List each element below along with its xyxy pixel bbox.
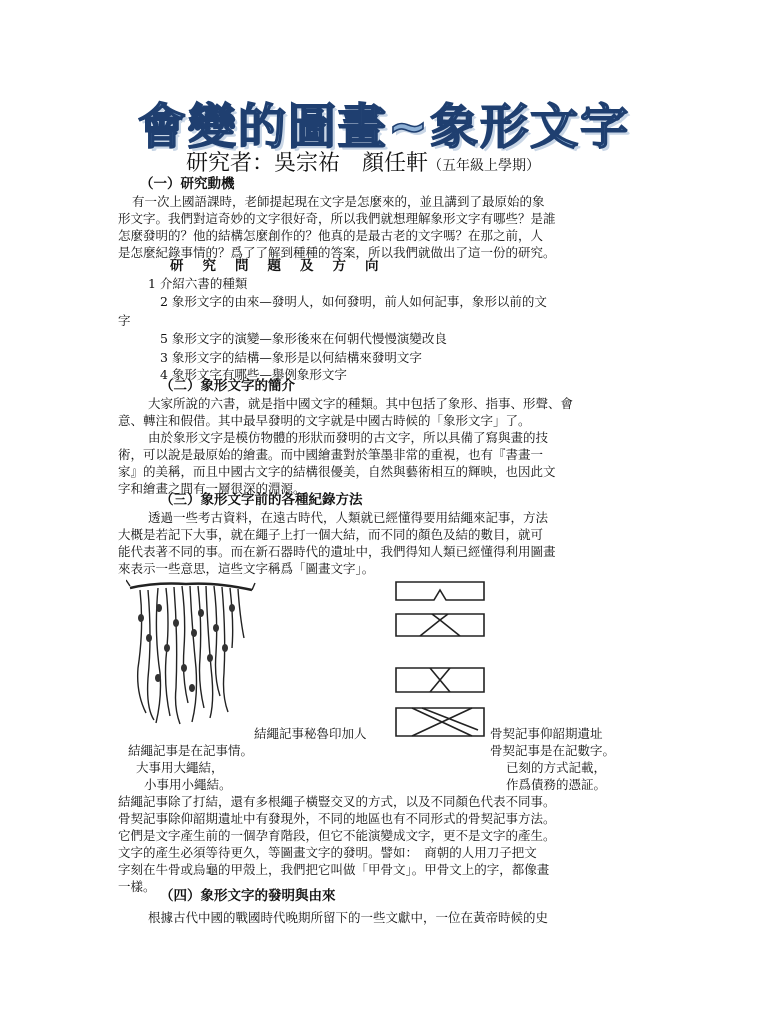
- grade-label: （五年級上學期）: [428, 158, 541, 174]
- section-motivation: [118, 176, 658, 261]
- paragraph-line: 骨契記事除仰韶期遺址中有發現外，不同的地區也有不同形式的骨契記事方法。: [118, 811, 556, 826]
- bone-tally-image: [392, 580, 488, 740]
- paragraph-line: 有一次上國語課時，老師提起現在文字是怎麼來的，並且講到了最原始的象: [132, 194, 545, 209]
- caption-bone-line: 已刻的方式記載，: [506, 760, 607, 775]
- research-item: 5 象形文字的演變—象形後來在何朝代慢慢演變改良: [160, 331, 447, 346]
- section-heading-motivation: （一）研究動機: [140, 176, 235, 192]
- section-intro: [118, 378, 658, 497]
- paragraph-line: 能代表著不同的事。而在新石器時代的遺址中，我們得知人類已經懂得利用圖畫: [118, 544, 556, 559]
- paragraph-line: 它們是文字產生前的一個孕育階段，但它不能演變成文字，更不是文字的產生。: [118, 828, 556, 843]
- paragraph-line: 由於象形文字是模仿物體的形狀而發明的古文字，所以具備了寫與畫的技: [148, 430, 549, 445]
- caption-knot-line: 大事用大繩結，: [136, 760, 224, 775]
- paragraph-line: 字刻在牛骨或烏龜的甲殼上，我們把它叫做「甲骨文」。甲骨文上的字，都像畫: [118, 862, 550, 877]
- paragraph-line: 一樣。: [118, 879, 156, 894]
- paragraph-line: 透過一些考古資料，在遠古時代，人類就已經懂得要用結繩來記事，方法: [148, 510, 549, 525]
- paragraph-line: 形文字。我們對這奇妙的文字很好奇，所以我們就想理解象形文字有哪些？是誰: [118, 211, 556, 226]
- paragraph-line: 文字的產生必須等待更久，等圖畫文字的發明。譬如： 商朝的人用刀子把文: [118, 845, 537, 860]
- knotted-cords-image: [126, 578, 256, 728]
- paragraph-line: 字和繪畫之間有一層很深的淵源。: [118, 481, 306, 496]
- paragraph-line: 是怎麼紀錄事情的？爲了了解到種種的答案，所以我們就做出了這一份的研究。: [118, 245, 556, 260]
- paragraph-line: 怎麼發明的？他的結構怎麼創作的？他真的是最古老的文字嗎？在那之前，人: [118, 228, 544, 243]
- paragraph-line: 根據古代中國的戰國時代晚期所留下的一些文獻中，一位在黃帝時候的史: [148, 910, 549, 925]
- research-item: 字: [118, 313, 131, 328]
- paragraph-line: 大家所說的六書，就是指中國文字的種類。其中包括了象形、指事、形聲、會: [148, 396, 574, 411]
- paragraph-line: 結繩記事除了打結，還有多根繩子橫豎交叉的方式，以及不同顏色代表不同事。: [118, 794, 556, 809]
- caption-knot-line: 結繩記事是在記事情。: [128, 743, 254, 758]
- section-heading-origin: （四）象形文字的發明與由來: [160, 888, 336, 904]
- section-heading-methods: （三）象形文字前的各種紀錄方法: [160, 492, 363, 508]
- research-item: 4 象形文字有哪些—舉例象形文字: [160, 367, 347, 382]
- paragraph-line: 大概是若記下大事，就在繩子上打一個大結，而不同的顏色及結的數目，就可: [118, 527, 544, 542]
- page-title: 會變的圖畫~象形文字: [137, 99, 631, 155]
- paragraph-line: 來表示一些意思，這些文字稱爲「圖畫文字」。: [118, 561, 375, 576]
- research-heading: 研究問題及方向: [170, 258, 398, 274]
- section-methods-continued: [118, 793, 658, 895]
- section-research: [118, 258, 658, 383]
- authors-names: 研究者：吳宗祐 顏任軒: [186, 151, 429, 176]
- section-methods: [118, 492, 658, 577]
- section-origin: [118, 888, 658, 926]
- caption-bone-title: 骨契記事仰韶期遺址: [490, 726, 603, 741]
- paragraph-line: 術，可以說是最原始的繪畫。而中國繪畫對於筆墨非常的重視，也有『書畫一: [118, 447, 544, 462]
- caption-bone-line: 作爲債務的憑証。: [506, 777, 607, 792]
- caption-knot-title: 結繩記事秘魯印加人: [254, 726, 367, 741]
- paragraph-line: 意、轉注和假借。其中最早發明的文字就是中國古時候的「象形文字」了。: [118, 413, 531, 428]
- paragraph-line: 家』的美稱，而且中國古文字的結構很優美，自然與藝術相互的輝映，也因此文: [118, 464, 556, 479]
- section-heading-intro: （二）象形文字的簡介: [160, 378, 295, 394]
- research-item: 3 象形文字的結構—象形是以何結構來發明文字: [160, 350, 422, 365]
- caption-knot-line: 小事用小繩結。: [144, 777, 232, 792]
- research-item: 2 象形文字的由來—發明人，如何發明，前人如何記事，象形以前的文: [160, 294, 547, 309]
- research-item: 1 介紹六書的種類: [148, 276, 248, 291]
- caption-bone-line: 骨契記事是在記數字。: [490, 743, 616, 758]
- authors-line: [186, 146, 540, 177]
